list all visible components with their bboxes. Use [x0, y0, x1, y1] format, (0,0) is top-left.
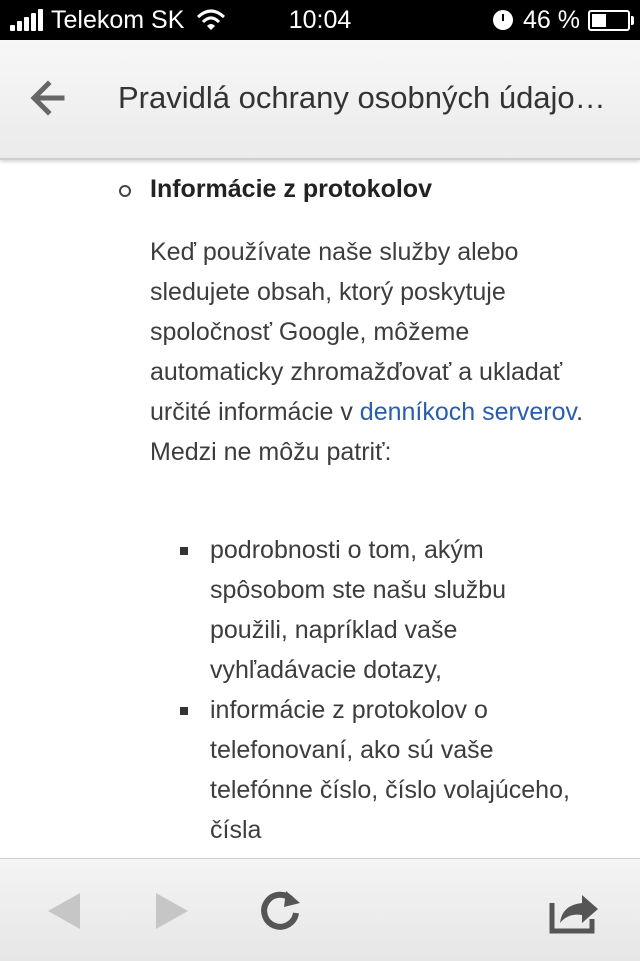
- back-arrow-icon[interactable]: [28, 78, 72, 118]
- page-title: Pravidlá ochrany osobných údajo…: [118, 80, 606, 115]
- app-header: [0, 40, 640, 160]
- forward-icon[interactable]: [142, 883, 198, 939]
- circle-bullet: [119, 185, 131, 197]
- status-bar: [0, 0, 640, 40]
- reload-icon[interactable]: [252, 883, 308, 939]
- list-item: podrobnosti o tom, akým spôsobom ste našu službu použili, napríklad vaše vyhľadávacie dotazy,: [210, 536, 507, 684]
- clock-icon: [493, 10, 513, 30]
- share-icon[interactable]: [546, 883, 602, 939]
- page-content: [0, 160, 640, 858]
- back-icon[interactable]: [40, 883, 96, 939]
- paragraph: [150, 232, 600, 472]
- status-right: [493, 6, 630, 34]
- server-logs-link[interactable]: denníkoch serverov: [359, 398, 577, 426]
- battery-percent: 46 %: [523, 5, 580, 34]
- carrier-name: Telekom SK: [51, 5, 185, 34]
- paragraph-text-start: Keď používate naše služby alebo sledujete obsah, ktorý poskytuje spoločnosť Google, môžeme automaticky zhromažďovať a ukladať určité informácie v: [150, 238, 563, 426]
- status-time: 10:04: [288, 6, 352, 34]
- battery-icon: [588, 10, 630, 31]
- paragraph-text-end: . Medzi ne môžu patriť:: [150, 398, 584, 466]
- list-item: informácie z protokolov o telefonovaní, ako sú vaše telefónne číslo, číslo volajúceho, čísla: [210, 696, 570, 844]
- square-bullet: [180, 707, 188, 715]
- bottom-toolbar: [0, 858, 640, 961]
- section-title: Informácie z protokolov: [150, 175, 432, 203]
- square-bullet: [180, 547, 188, 555]
